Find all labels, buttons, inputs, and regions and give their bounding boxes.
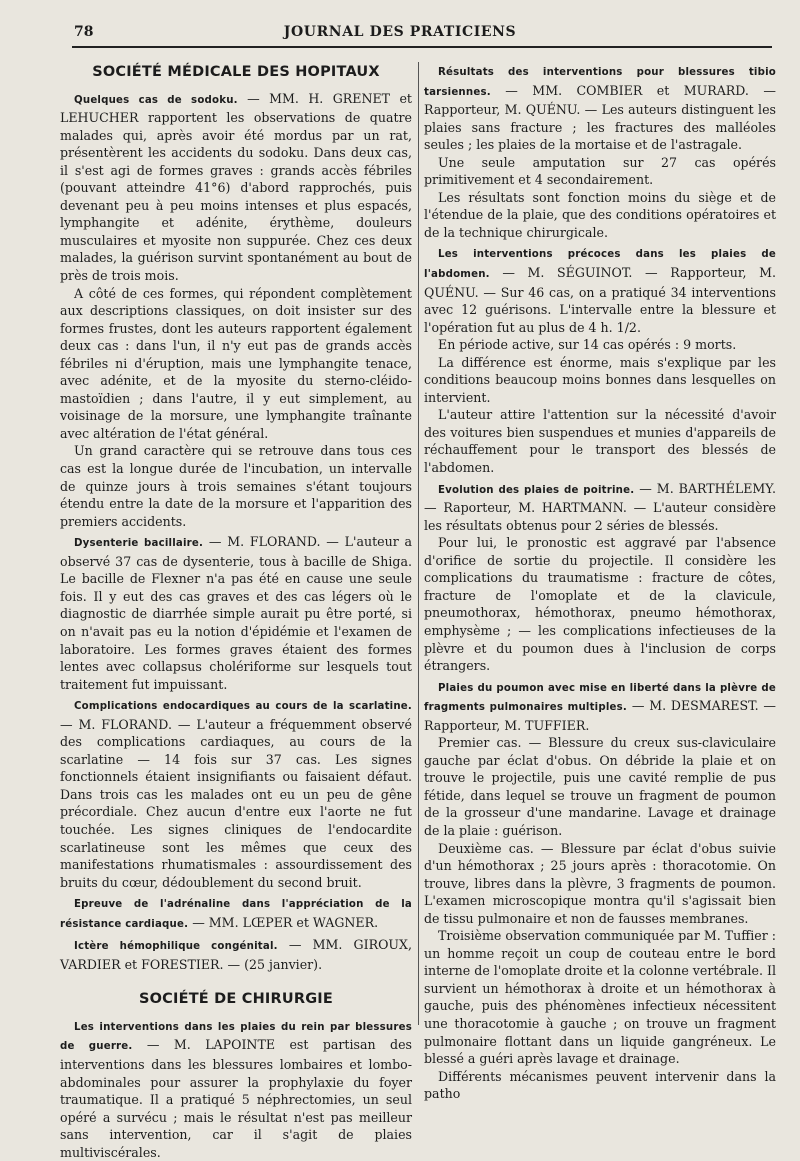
entry-title: Evolution des plaies de poitrine.	[438, 484, 635, 496]
entry-rein	[60, 1017, 412, 1161]
entry-paragraph: En période active, sur 14 cas opérés : 9 morts.	[438, 337, 737, 353]
entry-text: — M. DESMAREST. — Rapporteur, M. TUFFIER.	[424, 698, 777, 733]
entry-text: — MM. COMBIER et MURARD. — Rapporteur, M. QUÉNU. — Les auteurs distinguent les plaies sans fracture ; les fractures des malléoles seules ; les plaies de la mortaise et de l'astragale.	[424, 82, 776, 153]
entry-paragraph: Premier cas. — Blessure du creux sus-claviculaire gauche par éclat d'obus. On débride la plaie et on trouve le projectile, puis une cavité remplie de pus fétide, dans lequel se trouve un fragment de poumon de la grosseur d'une mandarine. Lavage et drainage de la plaie : guérison.	[424, 735, 776, 838]
header-rule	[72, 46, 772, 48]
entry-paragraph: Différents mécanismes peuvent intervenir dans la patho	[424, 1068, 776, 1102]
right-column	[424, 62, 777, 1102]
entry-title: Epreuve de l'adrénaline dans l'appréciation de la résistance cardiaque.	[60, 899, 412, 930]
entry-ictere	[60, 936, 412, 973]
column-divider	[418, 62, 419, 1025]
entry-title: Les interventions dans les plaies du rein par blessures de guerre.	[60, 1021, 412, 1053]
page-number: 78	[74, 24, 94, 40]
entry-text: — M. BARTHÉLEMY. — Raporteur, M. HARTMANN. — L'auteur considère les résultats obtenus pour 2 séries de blessés.	[424, 480, 776, 533]
entry-abdomen	[424, 244, 776, 476]
entry-title: Dysenterie bacillaire.	[74, 538, 204, 550]
entry-text: — M. FLORAND. — L'auteur a fréquemment observé des complications cardiaques, au cours de la scarlatine — 14 fois sur 37 cas. Les signes fonctionnels étaient insignifiants ou faisaient défaut. Dans trois cas les malades ont eu un peu de gêne précordiale. Chez aucun d'entre eux l'aorte ne fut touchée. Les signes cliniques de l'endocardite scarlatineuse sont les mêmes que ceux des manifestations rhumatismales : assourdissement des bruits du cœur, dédoublement du second bruit.	[60, 716, 412, 890]
entry-poitrine	[424, 480, 776, 675]
entry-paragraph: A côté de ces formes, qui répondent complètement aux descriptions classiques, on doit insister sur des formes frustes, dont les auteurs rapportent également deux cas : dans l'un, il n'y eut pas de grands accès fébriles ni d'éruption, mais une lymphangite tenace, avec adénite, et de la myosite du sterno-cléido-mastoïdien ; dans l'autre, il y eut simplement, au voisinage de la morsure, une lymphangite traînante avec altération de l'état général.	[60, 285, 412, 441]
entry-paragraph: Deuxième cas. — Blessure par éclat d'obus suivie d'un hémothorax ; 25 jours après : thoracotomie. On trouve, libres dans la plèvre, 3 fragments de poumon. L'examen microscopique montra qu'il s'agissait bien de tissu pulmonaire et non de fausses membranes.	[424, 840, 776, 926]
entry-text: — M. SÉGUINOT. — Rapporteur, M. QUÉNU. — Sur 46 cas, on a pratiqué 34 interventions avec 12 guérisons. L'intervalle entre la blessure et l'opération fut au plus de 4 h. 1/2.	[424, 265, 776, 335]
entry-title: Quelques cas de sodoku.	[74, 94, 238, 106]
entry-paragraph: L'auteur attire l'attention sur la nécessité d'avoir des voitures bien suspendues et munies d'appareils de réchauffement pour le transport des blessés de l'abdomen.	[424, 407, 776, 476]
entry-dysenterie	[60, 533, 412, 693]
entry-text: — M. FLORAND. — L'auteur a observé 37 cas de dysenterie, tous à bacille de Shiga. Le bacille de Flexner n'a pas été en cause une seule fois. Il y eut des cas graves et des cas légers où le diagnostic de diarrhée simple aurait pu être porté, si on n'avait pas eu la notion d'épidémie et l'examen de laboratoire. Les formes graves étaient des formes lentes avec collapsus cholériforme sur lesquels tout traitement fut impuissant.	[60, 534, 413, 692]
entry-text: — MM. LŒPER et WAGNER.	[192, 914, 379, 930]
entry-text: — M. LAPOINTE est partisan des interventions dans les blessures lombaires et lombo-abdominales pour assurer la prophylaxie du foyer traumatique. Il a pratiqué 5 néphrectomies, un seul opéré a survécu ; mais le résultat n'est pas meilleur sans intervention, car il s'agit de plaies multiviscérales.	[60, 1037, 412, 1160]
entry-text: — MM. GIROUX, VARDIER et FORESTIER. — (25 janvier).	[60, 937, 412, 972]
entry-title: Ictère hémophilique congénital.	[74, 941, 278, 953]
entry-paragraph: La différence est énorme, mais s'explique par les conditions beaucoup moins bonnes dans lesquelles on intervient.	[424, 354, 776, 405]
entry-paragraph: Les résultats sont fonction moins du siège et de l'étendue de la plaie, que des conditions opératoires et de la technique chirurgicale.	[424, 189, 776, 240]
entry-paragraph: Une seule amputation sur 27 cas opérés primitivement et 4 secondairement.	[424, 154, 776, 188]
entry-poumon	[424, 678, 776, 1103]
entry-text: — MM. H. GRENET et LEHUCHER rapportent les observations de quatre malades qui, après avoir été mordus par un rat, présentèrent les accidents du sodoku. Dans deux cas, il s'est agi de formes graves : grands accès fébriles (pouvant atteindre 41°6) d'abord rapprochés, puis devenant peu à peu moins intenses et plus espacés, lymphangite et adénite, érythème, douleurs musculaires et myosite non suppurée. Chez ces deux malades, la guérison survint spontanément au bout de près de trois mois.	[60, 90, 412, 284]
entry-endocardiques	[60, 696, 412, 891]
entry-adrenaline	[60, 894, 412, 933]
entry-title: Résultats des interventions pour blessures tibio tarsiennes.	[424, 67, 776, 98]
entry-title: Plaies du poumon avec mise en liberté dans la plèvre de fragments pulmonaires multiples.	[424, 682, 776, 714]
entry-title: Complications endocardiques au cours de la scarlatine.	[74, 701, 412, 713]
section-title-chirurgie: SOCIÉTÉ DE CHIRURGIE	[138, 991, 334, 1008]
entry-paragraph: Pour lui, le pronostic est aggravé par l'absence d'orifice de sortie du projectile. Il considère les complications du traumatisme : fracture de côtes, fracture de l'omoplate et de la clavicule, pneumothorax, hémothorax, pneumo hémothorax, emphysème ; — les complications infectieuses de la plèvre et du poumon dues à l'inclusion de corps étrangers.	[424, 535, 776, 674]
entry-tibio-tarsiennes	[424, 62, 776, 241]
entry-title: Les interventions précoces dans les plaies de l'abdomen.	[424, 249, 776, 281]
entry-paragraph: Troisième observation communiquée par M. Tuffier : un homme reçoit un coup de couteau entre le bord interne de l'omoplate droite et la colonne vertébrale. Il survient un hémothorax à droite et un hémothorax à gauche, puis des phénomènes infectieux nécessitent une thoracotomie à gauche ; on trouve un fragment pulmonaire flottant dans un liquide gangréneux. Le blessé a guéri après lavage et drainage.	[424, 928, 776, 1067]
page-header	[0, 0, 800, 50]
entry-paragraph: Un grand caractère qui se retrouve dans tous ces cas est la longue durée de l'incubation, un intervalle de quinze jours à trois semaines s'étant toujours étendu entre la date de la morsure et l'apparition des premiers accidents.	[60, 443, 412, 529]
left-column	[60, 62, 413, 1160]
section-title-medicale: SOCIÉTÉ MÉDICALE DES HOPITAUX	[92, 64, 380, 80]
entry-sodoku	[60, 90, 412, 531]
journal-title: JOURNAL DES PRATICIENS	[283, 24, 517, 40]
